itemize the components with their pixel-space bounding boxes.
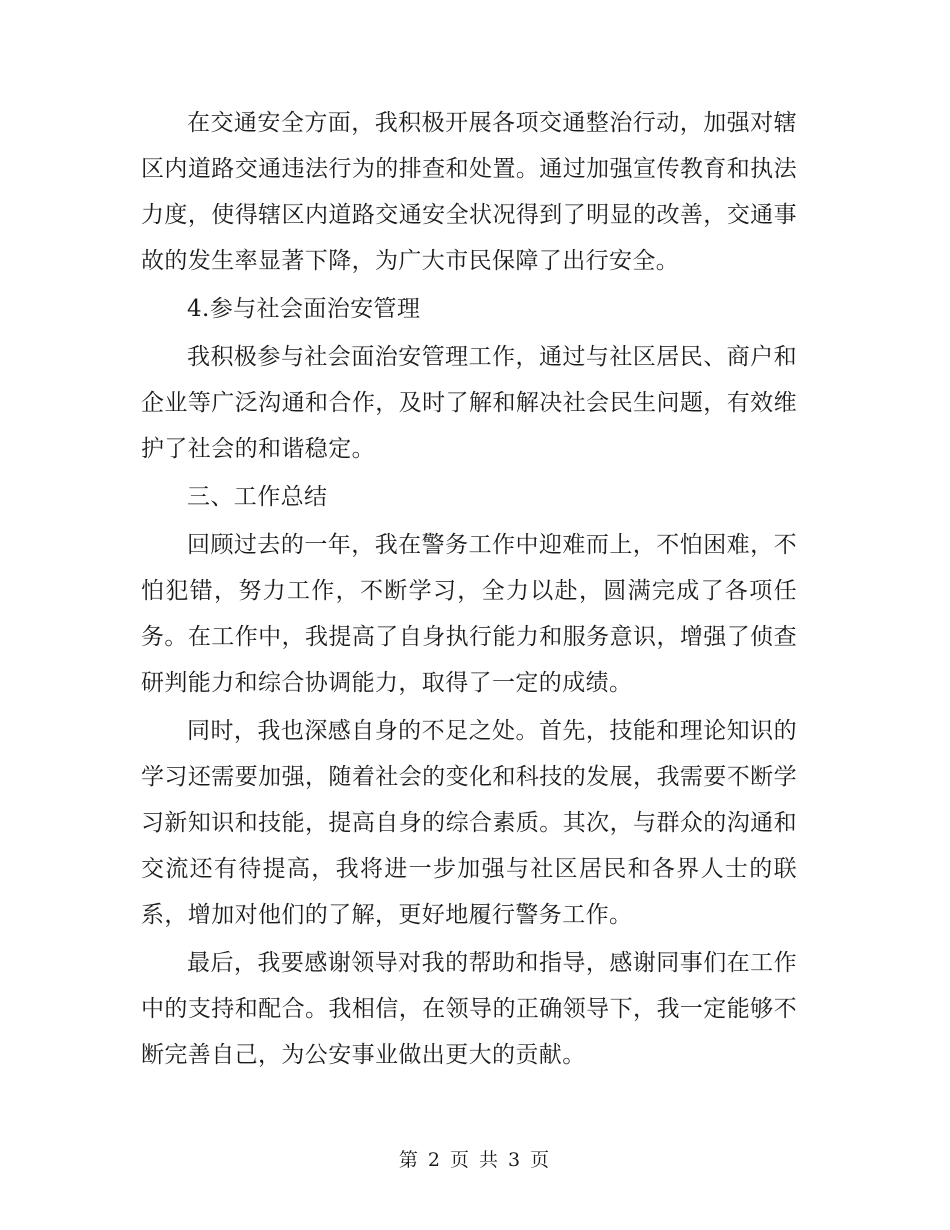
document-body (141, 100, 797, 1080)
paragraph-thanks: 最后，我要感谢领导对我的帮助和指导，感谢同事们在工作中的支持和配合。我相信，在领导的正确领导下，我一定能够不断完善自己，为公安事业做出更大的贡献。 (141, 950, 797, 1068)
paragraph-review: 回顾过去的一年，我在警务工作中迎难而上，不怕困难，不怕犯错，努力工作，不断学习，全力以赴，圆满完成了各项任务。在工作中，我提高了自身执行能力和服务意识，增强了侦查研判能力和综合协调能力，取得了一定的成绩。 (141, 532, 797, 696)
section-heading-work-summary: 三、工作总结 (187, 484, 328, 510)
paragraph-traffic-safety: 在交通安全方面，我积极开展各项交通整治行动，加强对辖区内道路交通违法行为的排查和处置。通过加强宣传教育和执法力度，使得辖区内道路交通安全状况得到了明显的改善，交通事故的发生率显著下降，为广大市民保障了出行安全。 (141, 110, 797, 274)
paragraph-social-security: 我积极参与社会面治安管理工作，通过与社区居民、商户和企业等广泛沟通和合作，及时了解和解决社会民生问题，有效维护了社会的和谐稳定。 (141, 344, 797, 462)
page-number-footer: 第 2 页 共 3 页 (398, 1149, 552, 1171)
paragraph-shortcomings: 同时，我也深感自身的不足之处。首先，技能和理论知识的学习还需要加强，随着社会的变化和科技的发展，我需要不断学习新知识和技能，提高自身的综合素质。其次，与群众的沟通和交流还有待提高，我将进一步加强与社区居民和各界人士的联系，增加对他们的了解，更好地履行警务工作。 (141, 718, 797, 928)
section-heading-social-security: 4.参与社会面治安管理 (187, 296, 421, 322)
